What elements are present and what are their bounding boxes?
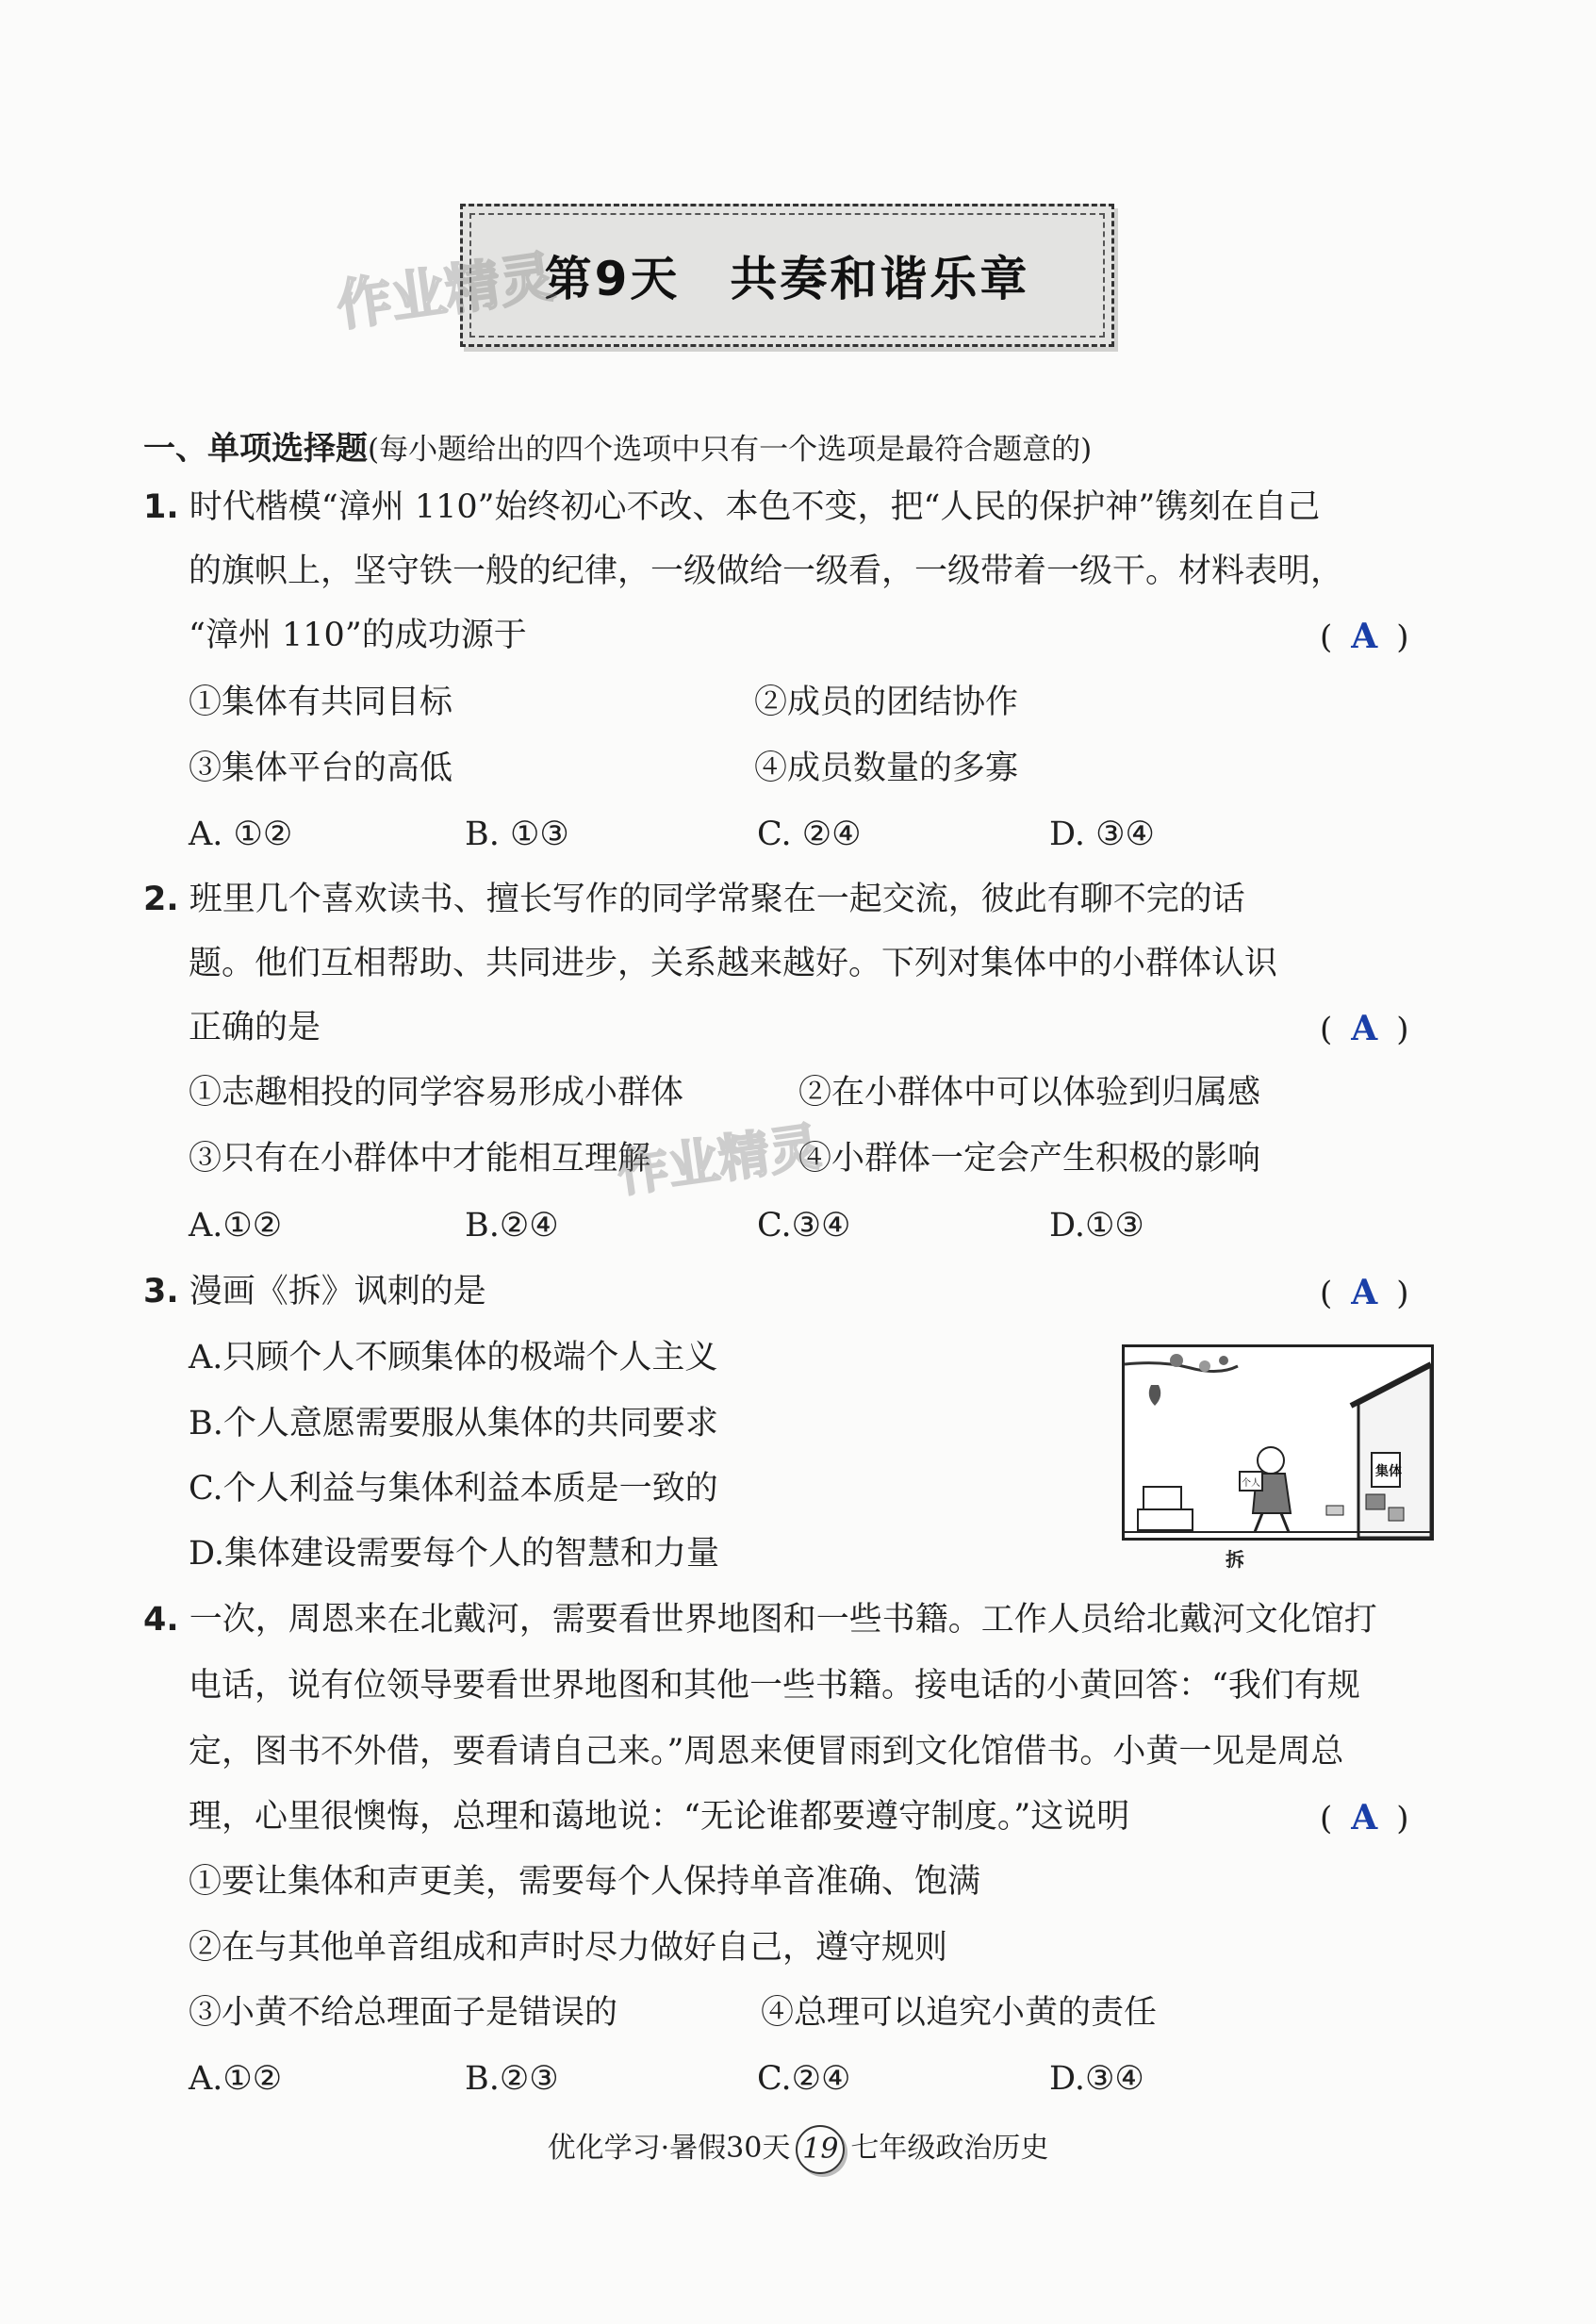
statement: ④小群体一定会产生积极的影响: [798, 1140, 1261, 1178]
statement: ③集体平台的高低: [189, 750, 453, 787]
statement: ④成员数量的多寡: [754, 750, 1019, 787]
page-footer: [0, 2124, 1596, 2174]
option: B.个人意愿需要服从集体的共同要求: [189, 1405, 718, 1442]
title-box: [460, 204, 1114, 347]
question-number: 3.: [143, 1273, 179, 1310]
bracket-open: (: [1320, 1275, 1333, 1312]
statement: ①要让集体和声更美，需要每个人保持单音准确、饱满: [189, 1863, 981, 1901]
answer-letter: A: [1351, 617, 1378, 656]
question-2-line-1: [143, 883, 1245, 916]
option: C.③④: [757, 1207, 851, 1244]
answer-letter: A: [1351, 1798, 1378, 1838]
section-note: (每小题给出的四个选项中只有一个选项是最符合题意的): [368, 433, 1093, 467]
option: D. ③④: [1049, 816, 1155, 853]
answer-bracket: [1320, 1273, 1409, 1312]
bracket-open: (: [1320, 618, 1333, 656]
bracket-close: ): [1396, 1800, 1409, 1838]
option: A. ①②: [189, 816, 293, 853]
option: C. ②④: [757, 816, 862, 853]
bracket-open: (: [1320, 1800, 1333, 1838]
question-number: 2.: [143, 881, 179, 918]
question-stem: 班里几个喜欢读书、擅长写作的同学常聚在一起交流，彼此有聊不完的话: [189, 881, 1245, 918]
question-3-line-1: [143, 1273, 486, 1310]
question-stem: 漫画《拆》讽刺的是: [189, 1273, 486, 1310]
cartoon-image: [1122, 1344, 1434, 1541]
option: A.只顾个人不顾集体的极端个人主义: [189, 1339, 718, 1376]
question-1-line-1: [143, 488, 1321, 526]
statement: ④总理可以追究小黄的责任: [761, 1994, 1158, 2032]
option: B.②③: [465, 2060, 559, 2098]
page-number: 19: [796, 2125, 845, 2174]
question-number: 4.: [143, 1601, 179, 1639]
section-heading: [143, 422, 1092, 469]
bracket-close: ): [1396, 1011, 1409, 1048]
footer-book-title: 优化学习·暑假30天: [547, 2132, 791, 2165]
question-stem: 时代楷模“漳州 110”始终初心不改、本色不变，把“人民的保护神”镌刻在自己: [189, 488, 1321, 526]
option: C.②④: [757, 2060, 851, 2098]
bracket-open: (: [1320, 1011, 1333, 1048]
statement: ③小黄不给总理面子是错误的: [189, 1994, 618, 2032]
statement: ①志趣相投的同学容易形成小群体: [189, 1074, 684, 1112]
option: C.个人利益与集体利益本质是一致的: [189, 1470, 718, 1508]
footer-subject: 七年级政治历史: [850, 2132, 1049, 2165]
bracket-close: ): [1396, 618, 1409, 656]
statement: ①集体有共同目标: [189, 684, 453, 721]
question-2-line-2: 题。他们互相帮助、共同进步，关系越来越好。下列对集体中的小群体认识: [189, 945, 1278, 982]
question-stem: 一次，周恩来在北戴河，需要看世界地图和一些书籍。工作人员给北戴河文化馆打: [189, 1601, 1377, 1639]
bracket-close: ): [1396, 1275, 1409, 1312]
answer-letter: A: [1351, 1009, 1378, 1048]
answer-bracket: [1320, 1798, 1409, 1838]
answer-letter: A: [1351, 1273, 1378, 1312]
watermark: 作业精灵: [614, 1116, 824, 1204]
option: D.①③: [1049, 1207, 1144, 1244]
page-title: 第9天 共奏和谐乐章: [544, 252, 1030, 306]
answer-bracket: [1320, 617, 1409, 656]
question-1-line-2: 的旗帜上，坚守铁一般的纪律，一级做给一级看，一级带着一级干。材料表明，: [189, 552, 1344, 590]
wall-label: 集体: [1375, 1464, 1402, 1479]
question-1-line-3: “漳州 110”的成功源于: [189, 617, 527, 654]
statement: ②成员的团结协作: [754, 684, 1019, 721]
cartoon-caption: 拆: [1226, 1548, 1244, 1571]
question-4-line-1: [143, 1601, 1377, 1639]
statement: ②在小群体中可以体验到归属感: [798, 1074, 1261, 1112]
question-2-line-3: 正确的是: [189, 1009, 321, 1047]
sign-label: 个人: [1242, 1478, 1260, 1489]
option: D.集体建设需要每个人的智慧和力量: [189, 1535, 719, 1573]
option: B.②④: [465, 1207, 559, 1244]
cartoon-drawing: [1125, 1347, 1431, 1538]
answer-bracket: [1320, 1009, 1409, 1048]
statement: ③只有在小群体中才能相互理解: [189, 1140, 651, 1178]
option: B. ①③: [465, 816, 569, 853]
question-number: 1.: [143, 488, 179, 526]
question-4-line-4: 理，心里很懊悔，总理和蔼地说：“无论谁都要遵守制度。”这说明: [189, 1798, 1130, 1836]
watermark: 作业精灵: [333, 244, 559, 338]
question-4-line-3: 定，图书不外借，要看请自己来。”周恩来便冒雨到文化馆借书。小黄一见是周总: [189, 1733, 1344, 1771]
option: A.①②: [189, 1207, 283, 1244]
option: D.③④: [1049, 2060, 1144, 2098]
question-4-line-2: 电话，说有位领导要看世界地图和其他一些书籍。接电话的小黄回答：“我们有规: [189, 1667, 1360, 1705]
statement: ②在与其他单音组成和声时尽力做好自己，遵守规则: [189, 1929, 948, 1967]
section-title: 一、单项选择题: [143, 430, 368, 468]
option: A.①②: [189, 2060, 283, 2098]
